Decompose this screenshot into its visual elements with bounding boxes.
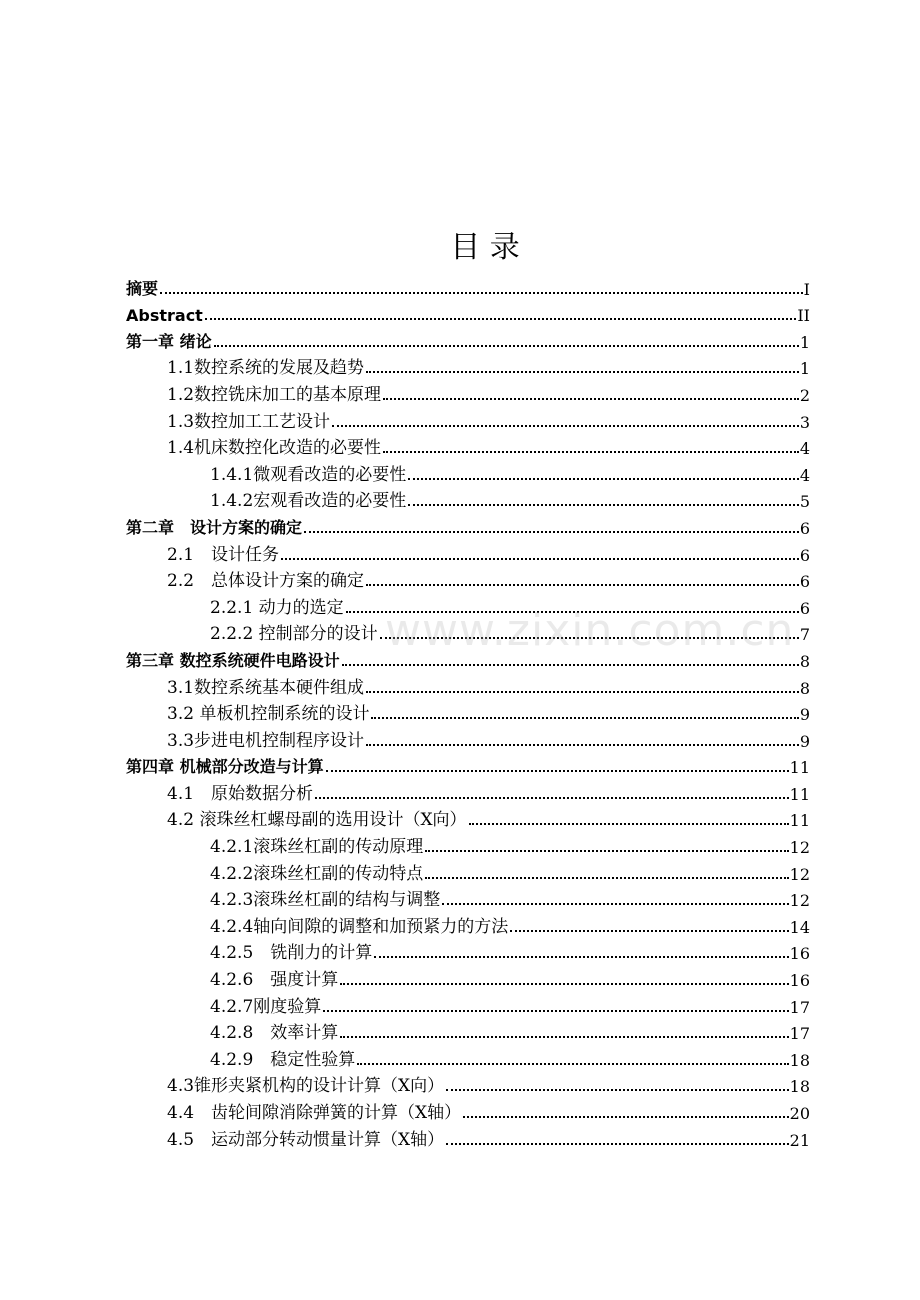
toc-entry-page-number: 14: [789, 917, 810, 937]
toc-entry[interactable]: [126, 804, 810, 831]
toc-entry-label: 第四章 机械部分改造与计算: [126, 757, 324, 777]
toc-entry[interactable]: [126, 884, 810, 911]
toc-entry[interactable]: [126, 1043, 810, 1070]
toc-entry[interactable]: [126, 1017, 810, 1044]
dot-leader: [340, 983, 788, 985]
toc-entry-page-number: 1: [799, 359, 810, 379]
toc-entry[interactable]: [126, 458, 810, 485]
toc-entry-label: 1.1数控系统的发展及趋势: [167, 358, 365, 379]
toc-entry[interactable]: [126, 299, 810, 326]
toc-entry[interactable]: [126, 432, 810, 459]
toc-entry-label: 第三章 数控系统硬件电路设计: [126, 650, 340, 670]
toc-entry-page-number: 16: [789, 971, 810, 991]
dot-leader: [425, 850, 788, 852]
dot-leader: [408, 478, 799, 480]
toc-entry-label: 3.1数控系统基本硬件组成: [167, 677, 365, 698]
toc-entry-page-number: 9: [799, 731, 810, 751]
toc-entry[interactable]: [126, 1096, 810, 1123]
dot-leader: [340, 1036, 788, 1038]
dot-leader: [383, 451, 799, 453]
toc-entry-label: 4.1 原始数据分析: [167, 783, 314, 804]
toc-entry-page-number: II: [797, 306, 810, 326]
toc-entry-page-number: 11: [789, 784, 810, 804]
toc-entry[interactable]: [126, 963, 810, 990]
dot-leader: [374, 956, 788, 958]
dot-leader: [160, 292, 803, 294]
dot-leader: [383, 398, 799, 400]
toc-entry[interactable]: [126, 511, 810, 538]
dot-leader: [315, 797, 789, 799]
toc-entry-page-number: 4: [799, 439, 810, 459]
toc-entry-page-number: 4: [799, 465, 810, 485]
dot-leader: [366, 691, 799, 693]
toc-entry-label: 1.2数控铣床加工的基本原理: [167, 384, 382, 405]
toc-entry-label: 1.4机床数控化改造的必要性: [167, 438, 382, 459]
toc-entry[interactable]: [126, 538, 810, 565]
toc-entry[interactable]: [126, 272, 810, 299]
toc-entry-label: 4.2.7刚度验算: [210, 996, 322, 1017]
toc-entry-label: 4.2.9 稳定性验算: [210, 1049, 356, 1070]
toc-entry-label: 4.2.5 铣削力的计算: [210, 943, 373, 964]
toc-entry[interactable]: [126, 857, 810, 884]
toc-entry-page-number: 1: [799, 332, 810, 352]
toc-entry-page-number: 7: [799, 625, 810, 645]
toc-entry-page-number: 18: [789, 1077, 810, 1097]
toc-entry[interactable]: [126, 990, 810, 1017]
toc-entry[interactable]: [126, 724, 810, 751]
dot-leader: [366, 744, 799, 746]
toc-entry-label: 2.2 总体设计方案的确定: [167, 571, 365, 592]
toc-entry-label: 4.2 滚珠丝杠螺母副的选用设计（X向）: [167, 810, 467, 831]
toc-entry-label: 3.3步进电机控制程序设计: [167, 730, 365, 751]
toc-entry-label: 4.2.8 效率计算: [210, 1023, 339, 1044]
toc-entry-page-number: 8: [799, 651, 810, 671]
watermark: www.zixin.com.cn: [385, 605, 795, 656]
toc-entry[interactable]: [126, 565, 810, 592]
toc-entry[interactable]: [126, 671, 810, 698]
toc-entry-page-number: 18: [789, 1050, 810, 1070]
toc-entry-label: 4.2.3滚珠丝杠副的结构与调整: [210, 890, 441, 911]
dot-leader: [442, 903, 788, 905]
toc-entry-label: 2.2.2 控制部分的设计: [210, 624, 378, 645]
toc-entry[interactable]: [126, 698, 810, 725]
dot-leader: [446, 1143, 789, 1145]
toc-entry-page-number: 17: [789, 997, 810, 1017]
toc-entry-page-number: 9: [799, 705, 810, 725]
page-title: 目 录: [450, 230, 520, 265]
toc-entry-page-number: 11: [789, 811, 810, 831]
dot-leader: [281, 558, 799, 560]
dot-leader: [323, 1010, 788, 1012]
toc-entry-label: 4.3锥形夹紧机构的设计计算（X向）: [167, 1076, 445, 1097]
dot-leader: [357, 1063, 788, 1065]
toc-entry-page-number: 12: [789, 864, 810, 884]
toc-entry-page-number: 6: [799, 518, 810, 538]
toc-entry-page-number: 6: [799, 598, 810, 618]
toc-entry-label: 3.2 单板机控制系统的设计: [167, 704, 370, 725]
toc-entry-label: 1.3数控加工工艺设计: [167, 411, 331, 432]
toc-entry-label: 4.2.2滚珠丝杠副的传动特点: [210, 863, 424, 884]
toc-entry[interactable]: [126, 378, 810, 405]
dot-leader: [366, 584, 799, 586]
dot-leader: [446, 1089, 789, 1091]
dot-leader: [214, 345, 799, 347]
toc-entry-label: 第二章 设计方案的确定: [126, 517, 303, 537]
toc-entry[interactable]: [126, 325, 810, 352]
toc-entry[interactable]: [126, 910, 810, 937]
dot-leader: [469, 823, 789, 825]
toc-entry-label: 4.2.4轴向间隙的调整和加预紧力的方法: [210, 916, 509, 937]
toc-entry[interactable]: [126, 1123, 810, 1150]
dot-leader: [366, 371, 799, 373]
toc-entry[interactable]: [126, 352, 810, 379]
dot-leader: [205, 318, 797, 320]
toc-entry-page-number: 6: [799, 545, 810, 565]
toc-entry-page-number: 6: [799, 572, 810, 592]
toc-entry-label: 4.2.1滚珠丝杠副的传动原理: [210, 837, 424, 858]
toc-entry-page-number: 2: [799, 385, 810, 405]
toc-entry[interactable]: [126, 777, 810, 804]
toc-entry-page-number: 8: [799, 678, 810, 698]
toc-entry-label: 摘要: [126, 278, 159, 298]
toc-entry-page-number: 16: [789, 944, 810, 964]
toc-entry-page-number: 5: [799, 492, 810, 512]
toc-entry-label: 4.5 运动部分转动惯量计算（X轴）: [167, 1129, 445, 1150]
toc-entry-page-number: 3: [799, 412, 810, 432]
table-of-contents: [126, 272, 810, 1150]
toc-entry-page-number: I: [803, 279, 810, 299]
toc-entry-page-number: 21: [789, 1130, 810, 1150]
toc-entry-page-number: 20: [789, 1104, 810, 1123]
toc-entry[interactable]: [126, 830, 810, 857]
toc-entry-label: 2.2.1 动力的选定: [210, 597, 344, 618]
dot-leader: [463, 1116, 789, 1118]
dot-leader: [342, 664, 799, 666]
dot-leader: [510, 930, 788, 932]
toc-entry[interactable]: [126, 485, 810, 512]
dot-leader: [304, 531, 799, 533]
toc-entry[interactable]: [126, 937, 810, 964]
toc-entry-label: Abstract: [126, 306, 203, 326]
toc-entry-label: 4.4 齿轮间隙消除弹簧的计算（X轴）: [167, 1103, 462, 1123]
toc-entry[interactable]: [126, 405, 810, 432]
toc-entry-page-number: 12: [789, 891, 810, 911]
toc-entry-label: 2.1 设计任务: [167, 544, 280, 565]
toc-entry[interactable]: [126, 751, 810, 778]
toc-entry-label: 1.4.2宏观看改造的必要性: [210, 491, 407, 512]
dot-leader: [326, 770, 789, 772]
toc-entry[interactable]: [126, 1070, 810, 1097]
toc-entry-label: 1.4.1微观看改造的必要性: [210, 464, 407, 485]
toc-entry-page-number: 12: [789, 838, 810, 858]
dot-leader: [425, 877, 788, 879]
dot-leader: [371, 717, 798, 719]
dot-leader: [332, 425, 799, 427]
toc-entry-label: 4.2.6 强度计算: [210, 970, 339, 991]
toc-entry-label: 第一章 绪论: [126, 331, 212, 351]
dot-leader: [408, 504, 799, 506]
toc-entry-page-number: 17: [789, 1024, 810, 1044]
toc-entry-page-number: 11: [789, 758, 810, 778]
